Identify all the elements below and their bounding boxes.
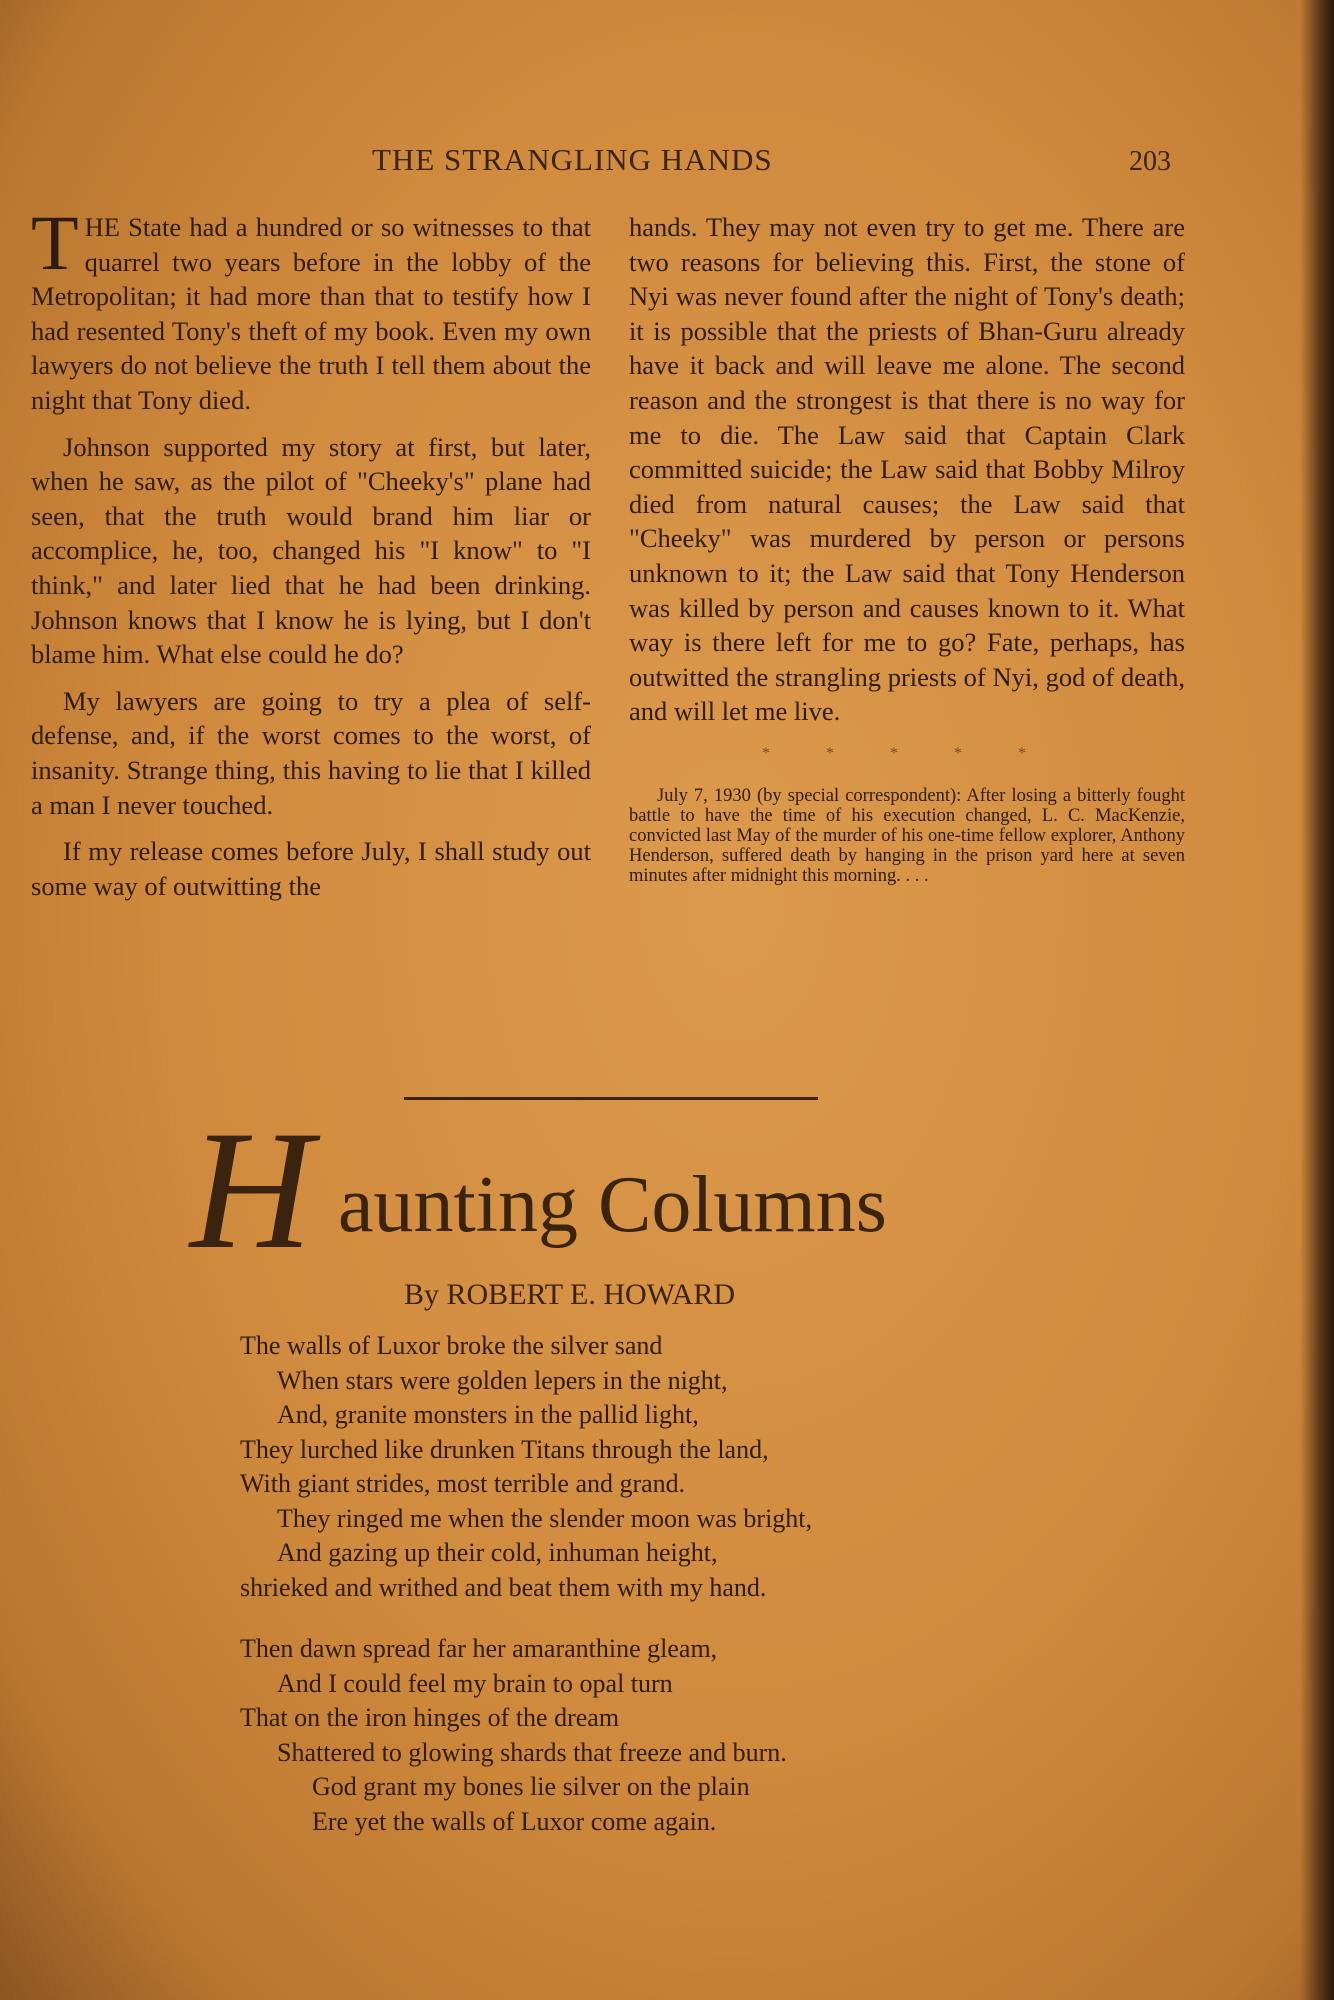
poem-stanza-2 bbox=[240, 1632, 1090, 1839]
poem-line: Ere yet the walls of Luxor come again. bbox=[312, 1806, 717, 1836]
paragraph-text: State had a hundred or so witnesses to that quarrel two years before in the lobby of the Metropolitan; it had more than that to testify how I had resented Tony's theft of my book. Even my own lawyers do not believe the truth I tell them about the night that Tony died. bbox=[31, 212, 591, 415]
poem-byline: By ROBERT E. HOWARD bbox=[404, 1278, 735, 1311]
page-number: 203 bbox=[1129, 146, 1171, 177]
story-paragraph-3: My lawyers are going to try a plea of self-defense, and, if the worst comes to the worst, of insanity. Strange thing, this having to lie that I killed a man I never touched. bbox=[31, 685, 591, 820]
news-dispatch: July 7, 1930 (by special correspondent): After losing a bitterly fought battle to have the time of his execution changed, L. C. MacKenzie, convicted last May of the murder of his one-time fellow explorer, Anthony Henderson, suffered death by hanging in the prison yard here at seven minutes after midnight this morning. . . . bbox=[629, 785, 1185, 886]
poem-line: Shattered to glowing shards that freeze and burn. bbox=[277, 1737, 787, 1767]
poem-title bbox=[190, 1096, 1090, 1284]
page-edge-shadow bbox=[1300, 0, 1334, 2000]
poem-line: God grant my bones lie silver on the plain bbox=[312, 1772, 750, 1801]
poem-title-text: aunting Columns bbox=[338, 1161, 887, 1249]
poem-line: And gazing up their cold, inhuman height, bbox=[277, 1538, 718, 1567]
story-paragraph-2: Johnson supported my story at first, but later, when he saw, as the pilot of "Cheeky's" plane had seen, that the truth would brand him liar or accomplice, he, too, changed his "I know" to "I think," and later lied that he had been drinking. Johnson knows that I know he is lying, but I don't blame him. What else could he do? bbox=[31, 431, 591, 670]
poem-stanza-1 bbox=[240, 1329, 1090, 1605]
poem-line: The walls of Luxor broke the silver sand bbox=[240, 1331, 663, 1360]
poem-title-initial: H bbox=[190, 1096, 313, 1284]
story-left-column bbox=[31, 199, 591, 915]
poem-line: When stars were golden lepers in the night, bbox=[277, 1365, 728, 1395]
story-right-column bbox=[629, 210, 1185, 886]
poem-line: And I could feel my brain to opal turn bbox=[277, 1668, 673, 1698]
drop-cap-smallcaps: HE bbox=[84, 212, 120, 242]
running-header-title: THE STRANGLING HANDS bbox=[372, 142, 773, 177]
story-paragraph-1 bbox=[31, 199, 591, 418]
drop-cap: T bbox=[31, 199, 79, 286]
poem-line: shrieked and writhed and beat them with my hand. bbox=[240, 1572, 767, 1602]
poem-line: And, granite monsters in the pallid light, bbox=[277, 1400, 699, 1429]
section-rule bbox=[404, 1097, 818, 1100]
poem-line: They lurched like drunken Titans through the land, bbox=[240, 1434, 769, 1464]
poem-line: With giant strides, most terrible and grand. bbox=[240, 1469, 686, 1498]
story-paragraph-4: If my release comes before July, I shall study out some way of outwitting the bbox=[31, 836, 591, 901]
section-separator: * * * * * bbox=[762, 744, 1052, 762]
story-paragraph-5: hands. They may not even try to get me. There are two reasons for believing this. First, the stone of Nyi was never found after the night of Tony's death; it is possible that the priests of Bhan-Guru already have it back and will leave me alone. The second reason and the strongest is that there is no way for me to die. The Law said that Captain Clark committed suicide; the Law said that Bobby Milroy died from natural causes; the Law said that "Cheeky" was murdered by person or persons unknown to it; the Law said that Tony Henderson was killed by person and causes known to it. What way is there left for me to go? Fate, perhaps, has outwitted the strangling priests of Nyi, god of death, and will let me live. bbox=[629, 212, 1185, 727]
poem-line: That on the iron hinges of the dream bbox=[240, 1703, 620, 1732]
poem-line: They ringed me when the slender moon was bright, bbox=[277, 1503, 813, 1533]
poem-line: Then dawn spread far her amaranthine gleam, bbox=[240, 1634, 718, 1663]
